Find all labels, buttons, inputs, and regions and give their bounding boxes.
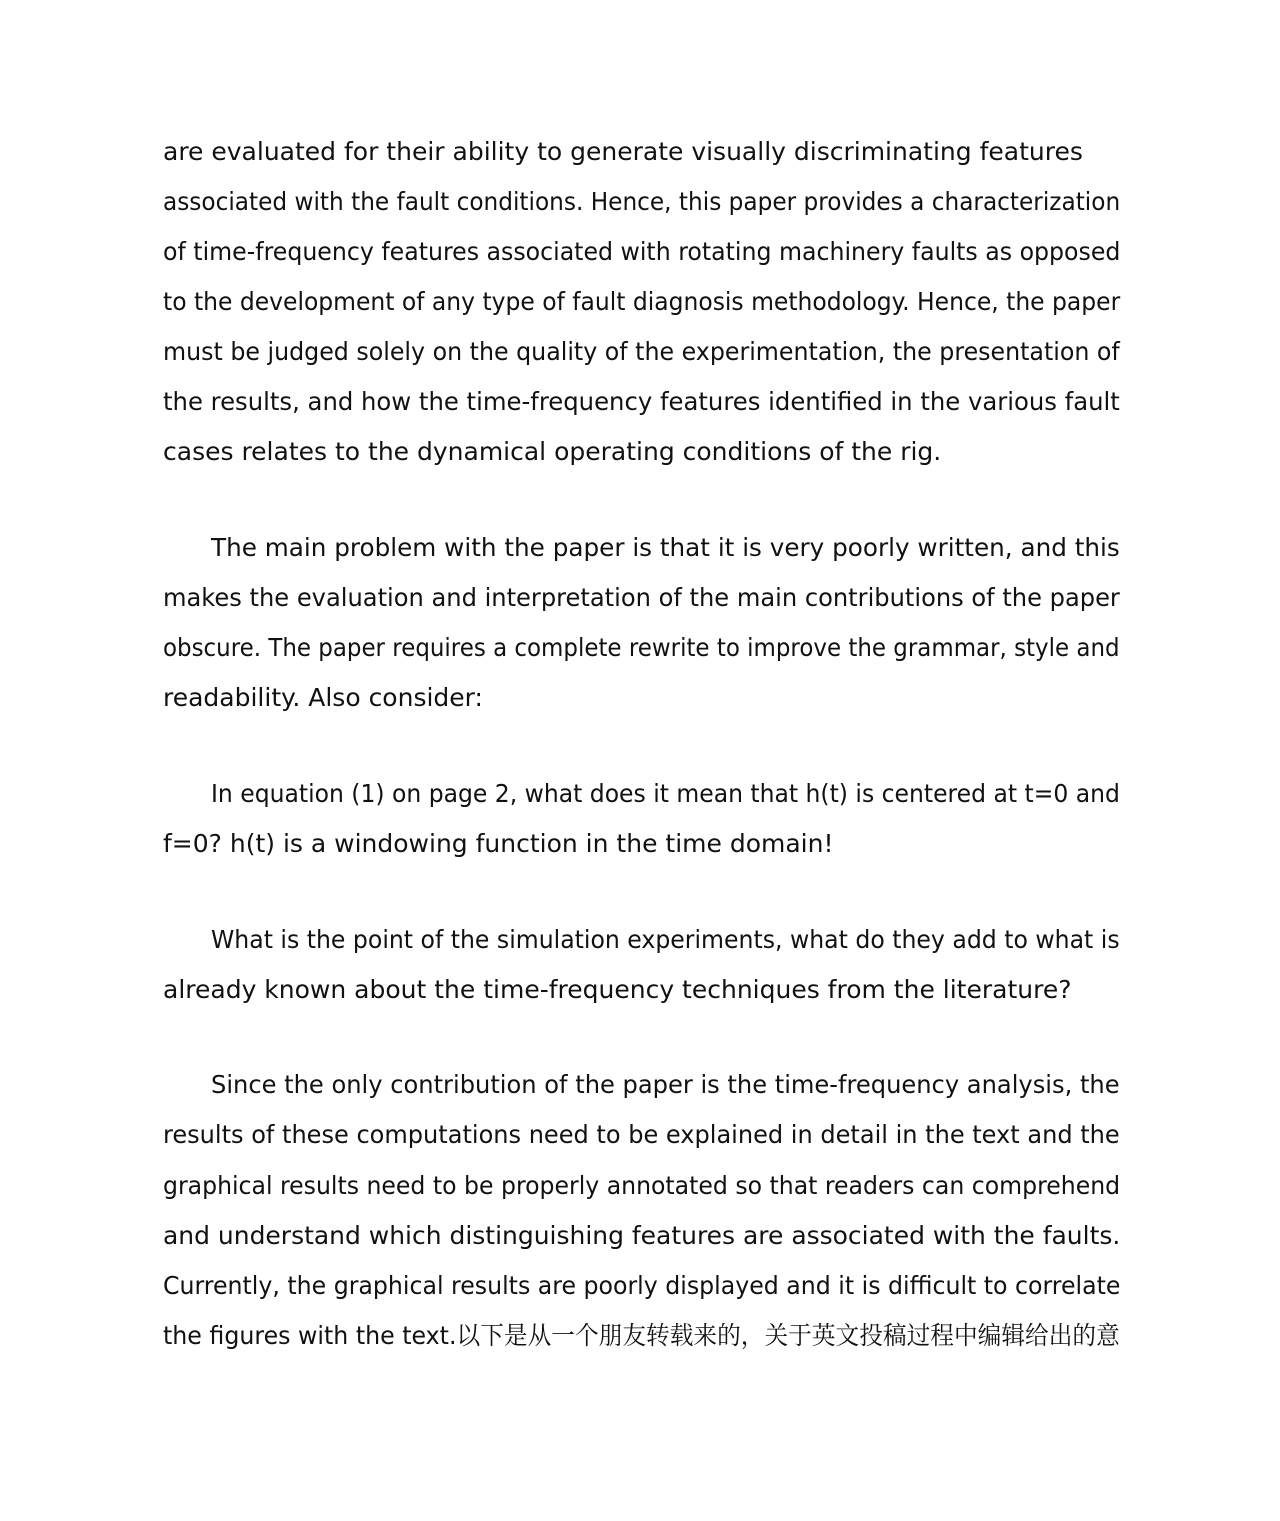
text-line: the figures with the text.以下是从一个朋友转载来的，关于英文投稿过程中编辑给出的意: [163, 1321, 1120, 1350]
text-line: The main problem with the paper is that it is very poorly written, and this: [211, 533, 1120, 562]
text-line: results of these computations need to be explained in detail in the text and the: [163, 1120, 1120, 1149]
text-line: What is the point of the simulation experiments, what do they add to what is: [211, 925, 1120, 954]
text-line: to the development of any type of fault diagnosis methodology. Hence, the paper: [163, 287, 1121, 316]
text-line: and understand which distinguishing features are associated with the faults.: [163, 1221, 1121, 1250]
text-line: of time-frequency features associated with rotating machinery faults as opposed: [163, 237, 1121, 266]
text-line: are evaluated for their ability to generate visually discriminating features: [163, 137, 1083, 166]
text-line: graphical results need to be properly annotated so that readers can comprehend: [163, 1171, 1121, 1200]
text-line: makes the evaluation and interpretation of the main contributions of the paper: [163, 583, 1120, 612]
text-line: the results, and how the time-frequency features identified in the various fault: [163, 387, 1120, 416]
text-line: obscure. The paper requires a complete rewrite to improve the grammar, style and: [163, 633, 1120, 662]
text-line: In equation (1) on page 2, what does it mean that h(t) is centered at t=0 and: [211, 779, 1120, 808]
text-line: must be judged solely on the quality of the experimentation, the presentation of: [163, 337, 1120, 366]
text-line: f=0? h(t) is a windowing function in the time domain!: [163, 829, 834, 858]
text-line: Currently, the graphical results are poorly displayed and it is difficult to correlate: [163, 1271, 1121, 1300]
text-line: associated with the fault conditions. Hence, this paper provides a characterization: [163, 187, 1121, 216]
text-line: readability. Also consider:: [163, 683, 483, 712]
text-line: cases relates to the dynamical operating conditions of the rig.: [163, 437, 942, 466]
text-line: Since the only contribution of the paper is the time-frequency analysis, the: [211, 1070, 1120, 1099]
text-line: already known about the time-frequency techniques from the literature?: [163, 975, 1072, 1004]
